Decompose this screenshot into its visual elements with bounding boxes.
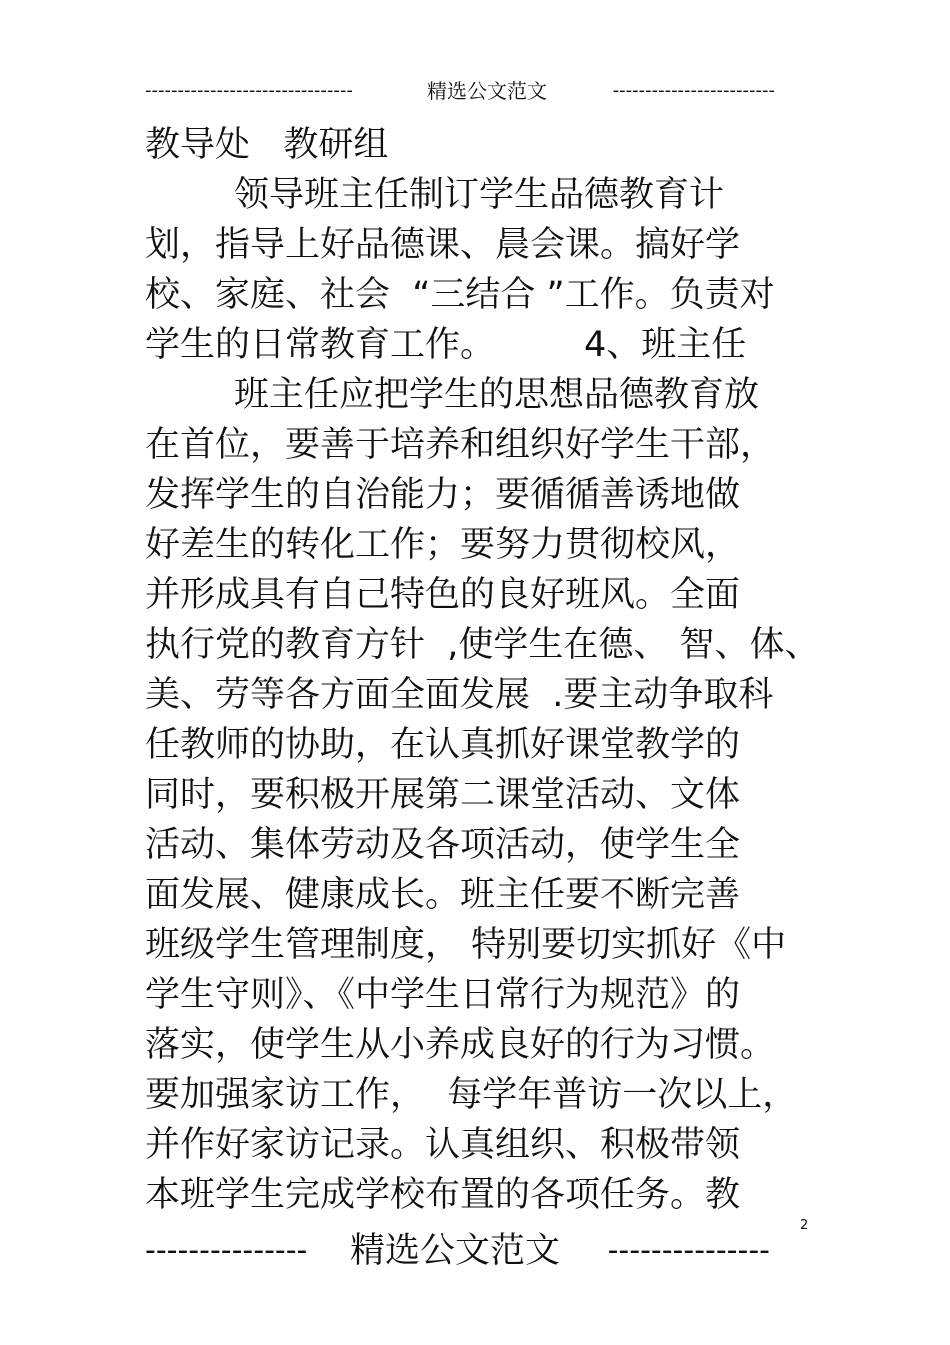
text-line: 活动、集体劳动及各项活动，使学生全 xyxy=(145,825,741,865)
text-line: 本班学生完成学校布置的各项任务。教 xyxy=(145,1175,741,1215)
text-line: 任教师的协助，在认真抓好课堂教学的 xyxy=(145,725,741,765)
text-line: 落实，使学生从小养成良好的行为习惯。 xyxy=(145,1025,776,1065)
footer-dash-right: --------------- xyxy=(607,1233,770,1268)
text-line: 在首位，要善于培养和组织好学生干部， xyxy=(145,425,776,465)
text-line: 班主任应把学生的思想品德教育放 xyxy=(145,375,760,415)
text-line: 要加强家访工作， 每学年普访一次以上， xyxy=(145,1075,798,1115)
header-title: 精选公文范文 xyxy=(427,79,547,103)
page-header xyxy=(145,76,775,106)
footer-dash-left: --------------- xyxy=(145,1233,308,1268)
text-line: 划，指导上好品德课、晨会课。搞好学 xyxy=(145,225,741,265)
footer-title: 精选公文范文 xyxy=(350,1231,561,1271)
text-line: 班级学生管理制度， 特别要切实抓好《中 xyxy=(145,925,787,965)
text-line: 执行党的教育方针 ,使学生在德、 智、体、 xyxy=(145,625,820,665)
text-line: 并形成具有自己特色的良好班风。全面 xyxy=(145,575,741,615)
text-line: 并作好家访记录。认真组织、积极带领 xyxy=(145,1125,741,1165)
text-line: 学生守则》、《中学生日常行为规范》的 xyxy=(145,975,741,1015)
text-line: 好差生的转化工作；要努力贯彻校风， xyxy=(145,525,741,565)
text-line: 同时，要积极开展第二课堂活动、文体 xyxy=(145,775,741,815)
text-line: 美、劳等各方面全面发展 .要主动争取科 xyxy=(145,675,774,715)
text-line: 校、家庭、社会 “三结合 ”工作。负责对 xyxy=(145,275,775,315)
header-dash-right: ------------------------- xyxy=(612,80,775,101)
page-number: 2 xyxy=(800,1218,809,1233)
text-line: 面发展、健康成长。班主任要不断完善 xyxy=(145,875,741,915)
text-line: 领导班主任制订学生品德教育计 xyxy=(145,175,725,215)
header-dash-left: -------------------------------- xyxy=(145,80,353,101)
page-footer xyxy=(145,1226,770,1276)
text-line: 教导处 教研组 xyxy=(145,125,389,165)
text-line: 学生的日常教育工作。 4、班主任 xyxy=(145,325,747,365)
text-line: 发挥学生的自治能力；要循循善诱地做 xyxy=(145,475,741,515)
